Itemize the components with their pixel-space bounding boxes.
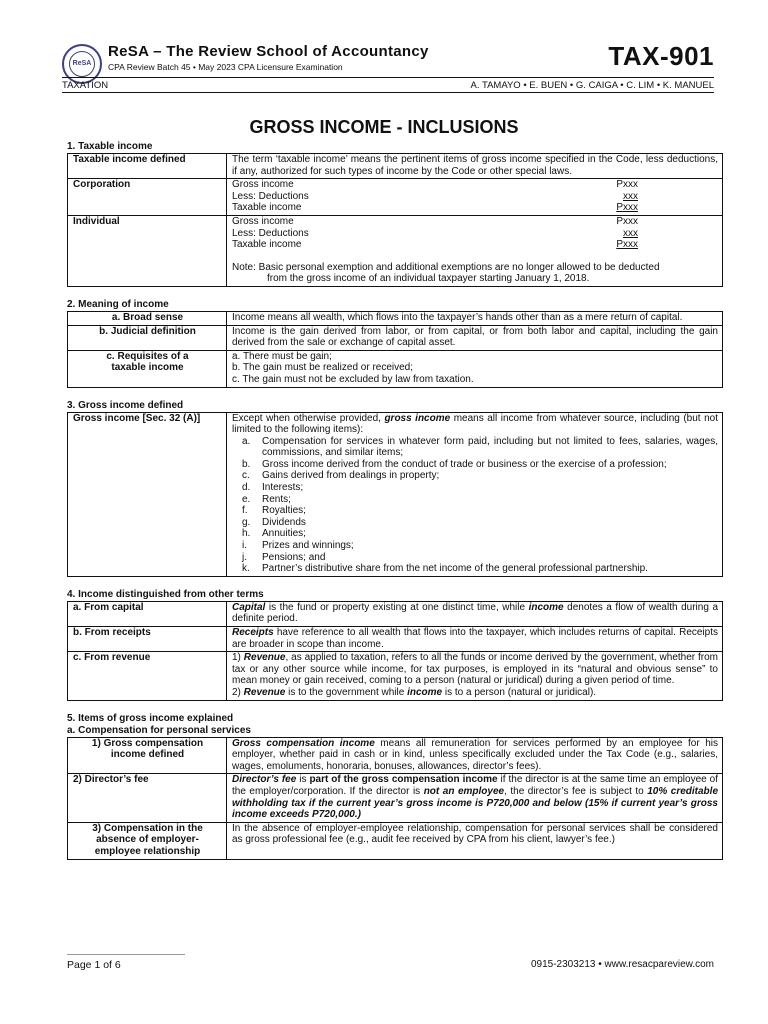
header-rule-top [62, 77, 714, 78]
table-row [68, 215, 723, 286]
row-label: b. From receipts [68, 627, 227, 652]
section-5-heading: 5. Items of gross income explained [67, 712, 234, 724]
row-label: 1) Gross compensation income defined [68, 737, 227, 774]
resa-logo-icon [62, 44, 102, 84]
section-1-table [67, 153, 723, 287]
note-text: Note: Basic personal exemption and additional exemptions are no longer allowed to be deducted from the gross income of an individual taxpayer starting January 1, 2018. [232, 261, 660, 285]
row-text: a. There must be gain; b. The gain must be realized or received; c. The gain must not be excluded by law from taxation. [227, 350, 723, 387]
row-text: Income is the gain derived from labor, or from capital, or from both labor and capital, including the gain derived from the sale or exchange of capital asset. [227, 325, 723, 350]
header-rule-bottom [62, 92, 714, 93]
list-item: i. Prizes and winnings; [242, 540, 354, 552]
list-item: b. Gross income derived from the conduct of trade or business or the exercise of a profession; [242, 458, 667, 470]
row-label: 3) Compensation in the absence of employer- employee relationship [68, 822, 227, 859]
section-3-heading: 3. Gross income defined [67, 399, 184, 411]
list-item: f. Royalties; [242, 505, 306, 517]
table-row [68, 652, 723, 700]
logo-text: ReSA [69, 51, 95, 77]
section-4-heading: 4. Income distinguished from other terms [67, 588, 264, 600]
row-text: The term ‘taxable income’ means the pertinent items of gross income specified in the Code, less deductions, if any, authorized for such types of income by the Code or other special laws. [227, 154, 723, 179]
row-label: Taxable income defined [68, 154, 227, 179]
row-text: In the absence of employer-employee relationship, compensation for personal services shall be considered as gross professional fee (e.g., audit fee received by CPA from his client, lawyer’s fee.) [227, 822, 723, 859]
table-row [68, 601, 723, 626]
table-row [68, 774, 723, 822]
table-row [68, 627, 723, 652]
list-item: k. Partner’s distributive share from the net income of the general professional partnership. [242, 563, 648, 575]
row-text: Gross compensation income means all remuneration for services performed by an employee for his employer, whether paid in cash or in kind, unless specifically excluded under the Tax Code (e.g., salaries, wages, emoluments, honoraria, bonuses, allowances, director’s fees). [227, 737, 723, 774]
section-2-table [67, 311, 723, 388]
row-label: Individual [68, 215, 227, 286]
row-label: c. Requisites of a taxable income [68, 350, 227, 387]
document-title: GROSS INCOME - INCLUSIONS [249, 117, 519, 137]
authors-line: A. TAMAYO • E. BUEN • G. CAIGA • C. LIM • K. MANUEL [470, 80, 714, 91]
row-text: Receipts have reference to all wealth that flows into the taxpayer, which includes returns of capital. Receipts are broader in scope than income. [227, 627, 723, 652]
list-item: a. Compensation for services in whatever form paid, including but not limited to fees, salaries, wages, commissions, and similar items; [242, 435, 718, 459]
list-item: j. Pensions; and [242, 551, 326, 563]
document-body [67, 141, 723, 860]
row-label: a. Broad sense [68, 311, 227, 325]
footer-rule [67, 954, 185, 955]
list-item: d. Interests; [242, 482, 304, 494]
row-label: b. Judicial definition [68, 325, 227, 350]
gross-income-items [232, 436, 718, 575]
table-row [68, 325, 723, 350]
table-row [68, 179, 723, 216]
table-row [68, 822, 723, 859]
list-item: c. Gains derived from dealings in property; [242, 470, 440, 482]
row-label: c. From revenue [68, 652, 227, 700]
row-computation: Gross income Pxxx Less: Deductions xxx Taxable income Pxxx [227, 179, 723, 216]
list-item: h. Annuities; [242, 528, 306, 540]
row-label: 2) Director’s fee [68, 774, 227, 822]
section-5-table [67, 737, 723, 860]
section-2-heading: 2. Meaning of income [67, 298, 169, 310]
row-label: a. From capital [68, 601, 227, 626]
row-text: 1) Revenue, as applied to taxation, refers to all the funds or income derived by the government, whether from tax or any other source while income, for tax purposes, is employed in its “natural and obvious sense” to mean money or gain received, coming to a person (natural or juridical) during a given period of time. 2) Revenue is to the government while income is to a person (natural or juridical). [227, 652, 723, 700]
batch-line: CPA Review Batch 45 • May 2023 CPA Licensure Examination [108, 62, 343, 72]
table-row [68, 311, 723, 325]
school-name: ReSA – The Review School of Accountancy [108, 43, 429, 60]
subject-label: TAXATION [62, 80, 109, 91]
section-3-table [67, 412, 723, 577]
row-label: Corporation [68, 179, 227, 216]
course-code: TAX-901 [608, 41, 714, 71]
section-4-table [67, 601, 723, 701]
row-label: Gross income [Sec. 32 (A)] [68, 412, 227, 576]
row-text: Income means all wealth, which flows into the taxpayer’s hands other than as a mere return of capital. [227, 311, 723, 325]
list-item: e. Rents; [242, 493, 291, 505]
row-text: Capital is the fund or property existing at one distinct time, while income denotes a flow of wealth during a definite period. [227, 601, 723, 626]
document-header [62, 40, 714, 96]
row-text: Except when otherwise provided, gross income means all income from whatever source, including (but not limited to the following items): a. Compensation for services in whatever form paid, including but not limited to fees, salaries, wages, commissions, and similar items; b. Gross income derived from the conduct of trade or business or the exercise of a profession; c. Gains derived from dealings in property; d. Interests; e. Rents; f. Royalties; g. Dividends h. Annuities; i. Prizes and winnings; j. Pensions; and k. Partner’s distributive share from the net income of the general professional partnership. [227, 412, 723, 576]
list-item: g. Dividends [242, 516, 306, 528]
section-1-heading: 1. Taxable income [67, 141, 153, 152]
row-computation: Gross income Pxxx Less: Deductions xxx Taxable income Pxxx Note: Basic personal exemption and additional exemptions are no longer allowed to be deducted from the gross income of an individual taxpayer starting January 1, 2018. [227, 215, 723, 286]
section-5a-subheading: a. Compensation for personal services [67, 724, 251, 736]
row-text: Director’s fee is part of the gross compensation income if the director is at the same time an employee of the employer/corporation. If the director is not an employee, the director’s fee is subject to 10% creditable withholding tax if the current year’s gross income is P720,000 and below (15% if current year’s gross income exceeds P720,000.) [227, 774, 723, 822]
table-row [68, 154, 723, 179]
table-row [68, 350, 723, 387]
table-row [68, 737, 723, 774]
page-number: Page 1 of 6 [67, 959, 121, 971]
table-row [68, 412, 723, 576]
contact-line: 0915-2303213 • www.resacpareview.com [530, 959, 714, 970]
